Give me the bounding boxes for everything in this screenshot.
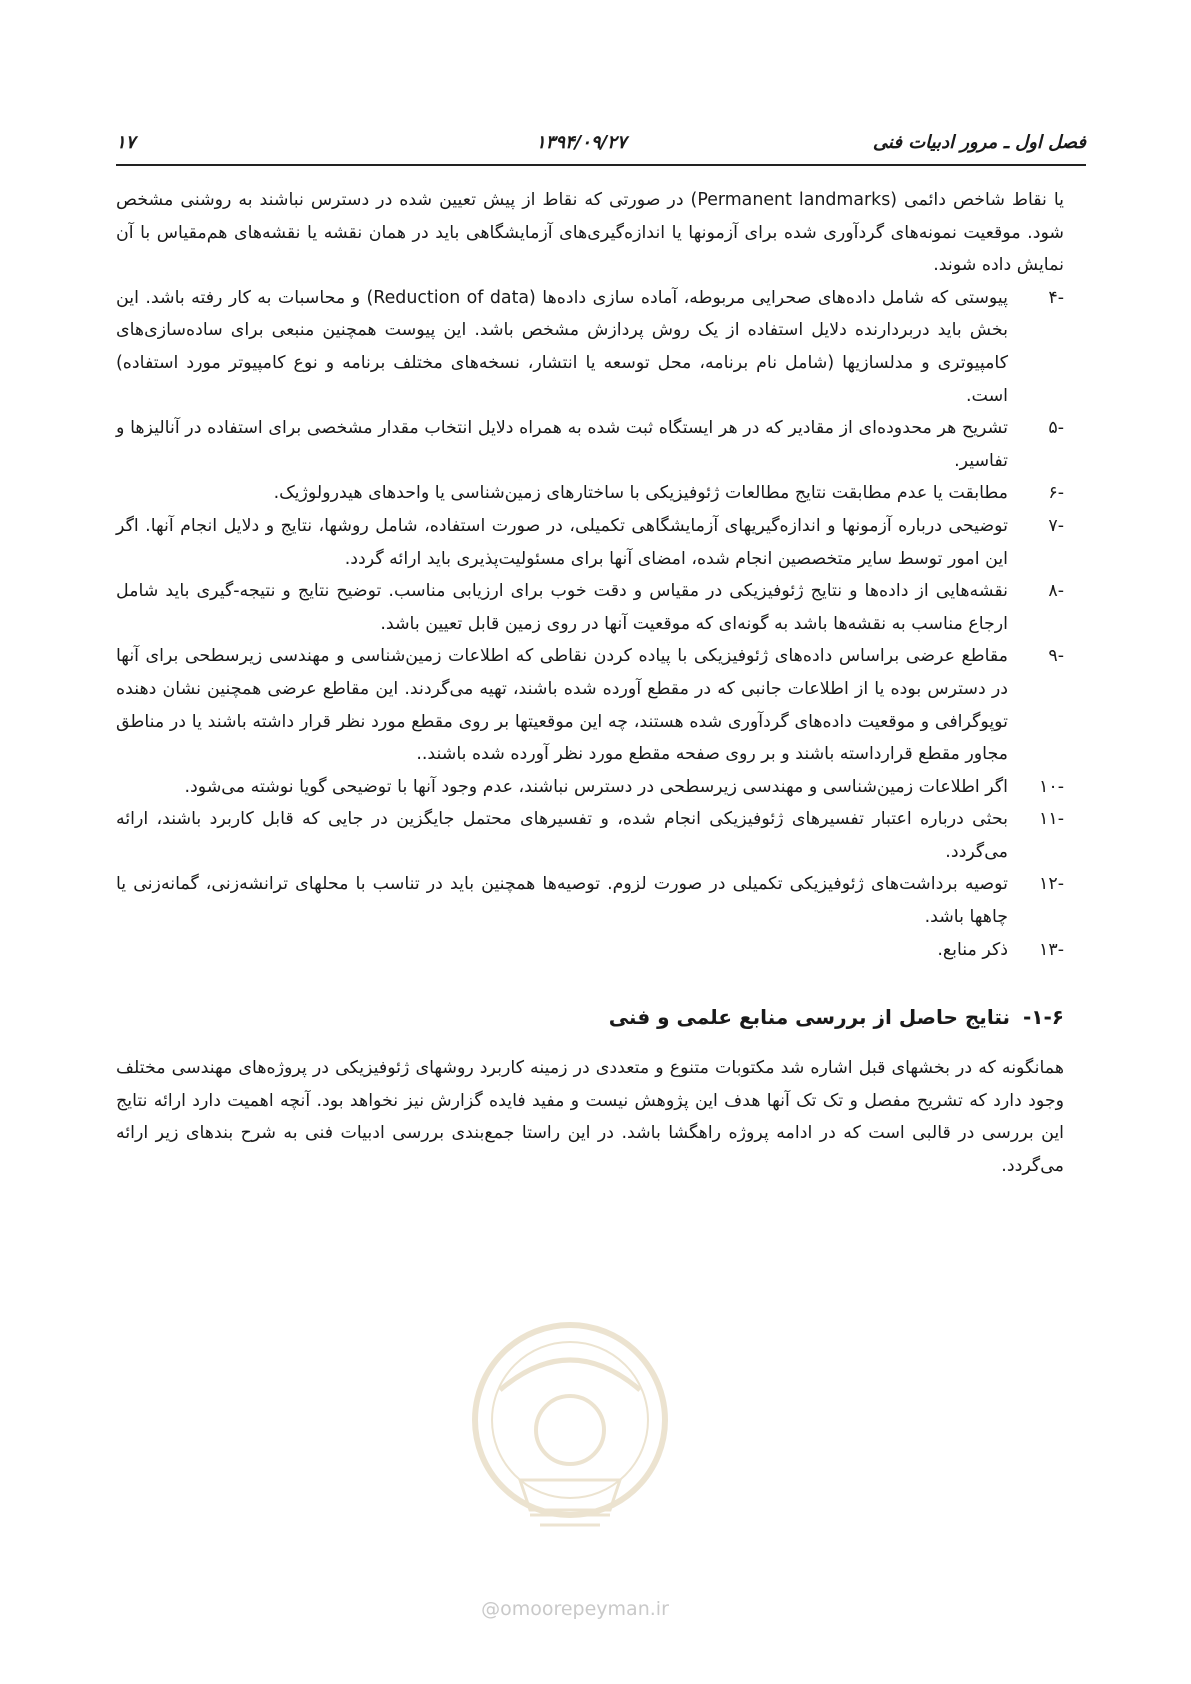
chapter-title: فصل اول ـ مرور ادبیات فنی bbox=[872, 132, 1086, 153]
list-item-text: مطابقت یا عدم مطابقت نتایج مطالعات ژئوفیزیکی با ساختارهای زمین‌شناسی یا واحدهای هیدرولوژیک. bbox=[273, 483, 1008, 504]
list-item-number: -۱۲ bbox=[1039, 874, 1064, 895]
page-content bbox=[116, 184, 1064, 1183]
section-title: نتایج حاصل از بررسی منابع علمی و فنی bbox=[608, 1005, 1010, 1030]
list-item bbox=[116, 934, 1064, 967]
list-item-text: اگر اطلاعات زمین‌شناسی و مهندسی زیرسطحی در دسترس نباشند، عدم وجود آنها با توضیحی گویا نوشته می‌شود. bbox=[184, 776, 1008, 797]
list-item-text: تشریح هر محدوده‌ای از مقادیر که در هر ایستگاه ثبت شده به همراه دلایل انتخاب مقدار مشخصی برای استفاده در آنالیزها و تفاسیر. bbox=[116, 418, 1008, 471]
section-paragraph: همانگونه که در بخشهای قبل اشاره شد مکتوبات متنوع و متعددی در زمینه کاربرد روشهای ژئوفیزیکی در پروژه‌های مهندسی مختلف وجود دارد که تشریح مفصل و تک تک آنها هدف این پژوهش نیست و مفید فایده گزارش نیز نخواهد بود. آنچه اهمیت دارد ارائه نتایج این بررسی در قالبی است که در ادامه پروژه راهگشا باشد. در این راستا جمع‌بندی بررسی ادبیات فنی به شرح بندهای زیر ارائه می‌گردد. bbox=[116, 1058, 1064, 1177]
list-item bbox=[116, 575, 1064, 640]
list-item-number: -۱۳ bbox=[1039, 939, 1064, 960]
page-number: ۱۷ bbox=[116, 132, 136, 153]
header-date: ۱۳۹۴/۰۹/۲۷ bbox=[536, 132, 627, 153]
seal-watermark-icon bbox=[460, 1310, 680, 1580]
list-item-number: -۹ bbox=[1048, 646, 1064, 667]
list-item-text: توضیحی درباره آزمونها و اندازه‌گیریهای آزمایشگاهی تکمیلی، در صورت استفاده، شامل روشها، نتایج و دلایل انجام آنها. اگر این امور توسط سایر متخصصین انجام شده، امضای آنها برای مسئولیت‌پذیری باید ارائه گردد. bbox=[116, 515, 1008, 569]
list-item-text: پیوستی که شامل داده‌های صحرایی مربوطه، آماده سازی داده‌ها (Reduction of data) و محاسبات به کار رفته باشد. این بخش باید دربردارنده دلایل استفاده از یک روش پردازش مشخص باشد. این پیوست همچنین منبعی برای ساده‌سازی‌های کامپیوتری و مدلسازیها (شامل نام برنامه، محل توسعه یا انتشار، نسخه‌های مختلف برنامه و نوع کامپیوتر مورد استفاده) است. bbox=[116, 287, 1008, 406]
list-item bbox=[116, 771, 1064, 804]
list-item bbox=[116, 640, 1064, 770]
list-item-number: -۱۰ bbox=[1039, 776, 1064, 797]
list-item-number: -۷ bbox=[1048, 515, 1064, 536]
intro-paragraph: یا نقاط شاخص دائمی (Permanent landmarks) در صورتی که نقاط از پیش تعیین شده در دسترس نباشند به روشنی مشخص شود. موقعیت نمونه‌های گردآوری شده برای آزمونها یا اندازه‌گیری‌های آزمایشگاهی باید در همان نقشه یا نقشه‌های هم‌مقیاس با آن نمایش داده شوند. bbox=[116, 190, 1064, 276]
list-item-text: ذکر منابع. bbox=[937, 939, 1008, 960]
list-item bbox=[116, 510, 1064, 575]
watermark-url: @omoorepeyman.ir bbox=[481, 1598, 669, 1620]
list-item-number: -۵ bbox=[1048, 418, 1064, 439]
list-item bbox=[116, 282, 1064, 412]
list-item-text: مقاطع عرضی براساس داده‌های ژئوفیزیکی با پیاده کردن نقاطی که اطلاعات زمین‌شناسی و مهندسی زیرسطحی برای آنها در دسترس بوده یا از اطلاعات جانبی که در مقطع آورده شده باشند، تهیه می‌گردند. این مقاطع عرضی همچنین نشان دهنده توپوگرافی و موقعیت داده‌های گردآوری شده هستند، چه این موقعیتها بر روی مقطع مورد نظر قرار داشته باشند یا در مناطق مجاور مقطع قرارداسته باشند و بر روی صفحه مقطع مورد نظر آورده شده باشند.. bbox=[116, 646, 1008, 765]
list-item-number: -۶ bbox=[1048, 483, 1064, 504]
list-item-number: -۸ bbox=[1048, 581, 1064, 602]
section-number: ۱-۶- bbox=[1022, 1005, 1064, 1030]
list-item-text: نقشه‌هایی از داده‌ها و نتایج ژئوفیزیکی در مقیاس و دقت خوب برای ارزیابی مناسب. توضیح نتایج و نتیجه-گیری باید شامل ارجاع مناسب به نقشه‌ها باشد به گونه‌ای که موقعیت آنها در روی زمین قابل تعیین باشد. bbox=[116, 581, 1008, 634]
section-heading bbox=[116, 1000, 1064, 1034]
list-item bbox=[116, 868, 1064, 933]
list-item-number: -۱۱ bbox=[1039, 809, 1064, 830]
list-item bbox=[116, 477, 1064, 510]
numbered-list bbox=[116, 282, 1064, 966]
list-item bbox=[116, 412, 1064, 477]
list-item-text: بحثی درباره اعتبار تفسیرهای ژئوفیزیکی انجام شده، و تفسیرهای محتمل جایگزین در جایی که قابل کاربرد باشند، ارائه می‌گردد. bbox=[116, 809, 1008, 862]
page-header bbox=[116, 128, 1086, 166]
list-item bbox=[116, 803, 1064, 868]
list-item-text: توصیه برداشت‌های ژئوفیزیکی تکمیلی در صورت لزوم. توصیه‌ها همچنین باید در تناسب با محلهای ترانشه‌زنی، گمانه‌زنی یا چاهها باشد. bbox=[116, 874, 1008, 928]
list-item-number: -۴ bbox=[1048, 287, 1064, 308]
